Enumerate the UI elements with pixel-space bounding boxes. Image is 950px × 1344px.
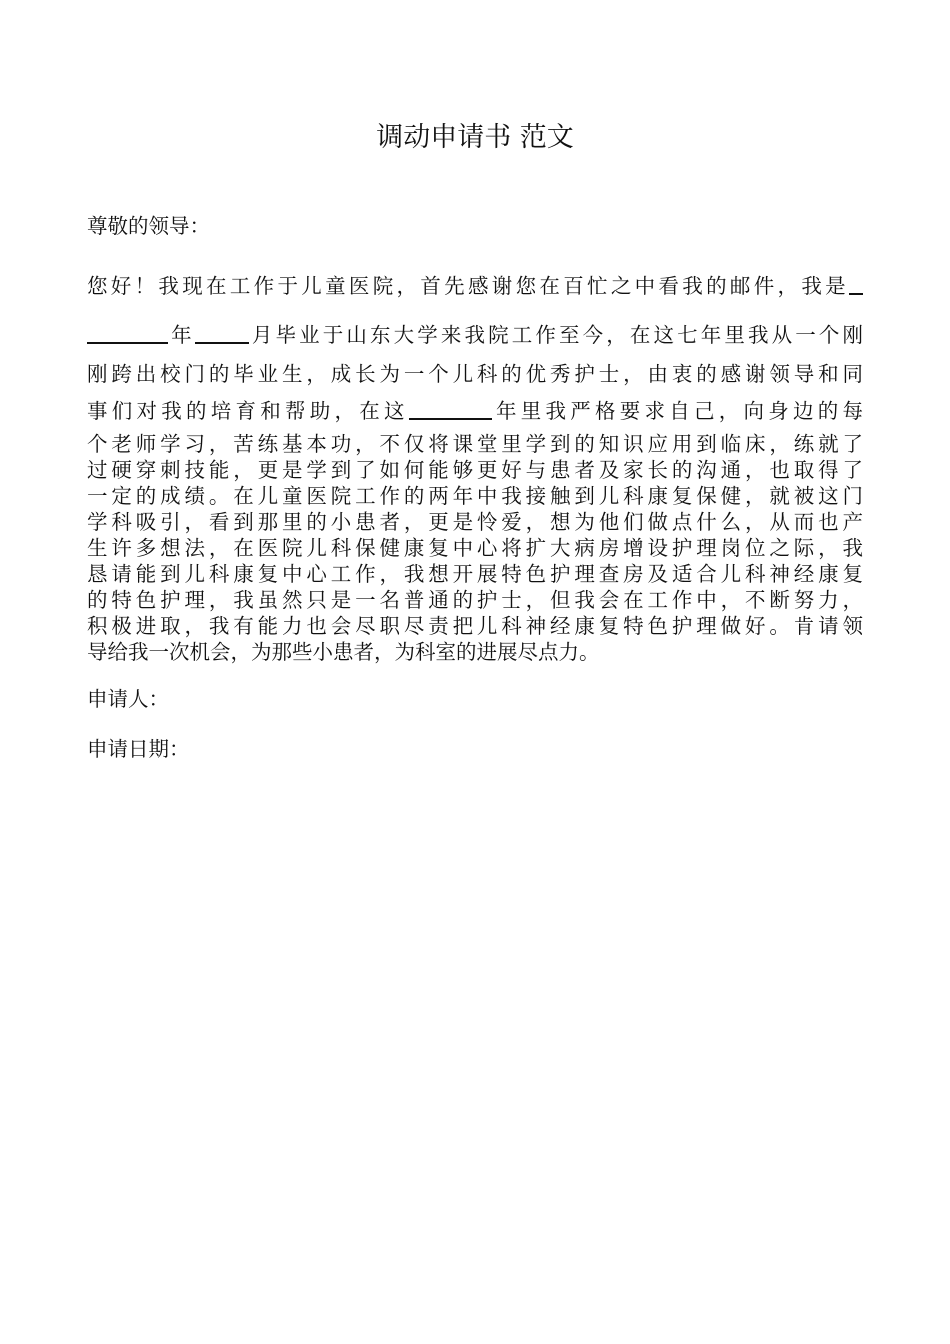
document-title: 调动申请书 范文: [376, 122, 574, 153]
fill-blank-name: [849, 271, 863, 295]
fill-blank-year: [87, 320, 168, 344]
body-line-12: 积极进取，我有能力也会尽职尽责把儿科神经康复特色护理做好。肯请领: [87, 614, 863, 638]
body-text: 您好！我现在工作于儿童医院，首先感谢您在百忙之中看我的邮件，我是: [87, 274, 849, 298]
fill-blank-month: [195, 320, 249, 344]
body-line-7: 一定的成绩。在儿童医院工作的两年中我接触到儿科康复保健，就被这门: [87, 484, 863, 508]
body-line-3: 刚跨出校门的毕业生，成长为一个儿科的优秀护士，由衷的感谢领导和同: [87, 362, 863, 386]
body-text: 事们对我的培育和帮助，在这: [87, 399, 409, 423]
body-line-4: [87, 394, 863, 428]
body-line-5: 个老师学习，苦练基本功，不仅将课堂里学到的知识应用到临床，练就了: [87, 432, 863, 456]
applicant-label: 申请人：: [87, 687, 169, 711]
body-line-6: 过硬穿刺技能，更是学到了如何能够更好与患者及家长的沟通，也取得了: [87, 458, 863, 482]
body-text: 月毕业于山东大学来我院工作至今，在这七年里我从一个刚: [248, 323, 863, 347]
body-line-10: 恳请能到儿科康复中心工作，我想开展特色护理查房及适合儿科神经康复: [87, 562, 863, 586]
body-text: 年里我严格要求自己，向身边的每: [491, 399, 863, 423]
salutation: 尊敬的领导：: [87, 214, 210, 238]
body-line-11: 的特色护理，我虽然只是一名普通的护士，但我会在工作中，不断努力，: [87, 588, 863, 612]
body-line-8: 学科吸引，看到那里的小患者，更是怜爱，想为他们做点什么，从而也产: [87, 510, 863, 534]
body-line-1: [87, 269, 863, 303]
body-line-2: [87, 318, 863, 352]
fill-blank-years: [409, 396, 492, 420]
body-line-9: 生许多想法，在医院儿科保健康复中心将扩大病房增设护理岗位之际，我: [87, 536, 863, 560]
year-label: 年: [168, 323, 195, 347]
body-paragraph: [87, 431, 863, 665]
body-line-13: 导给我一次机会，为那些小患者，为科室的进展尽点力。: [87, 640, 600, 664]
application-date-label: 申请日期：: [87, 737, 190, 761]
